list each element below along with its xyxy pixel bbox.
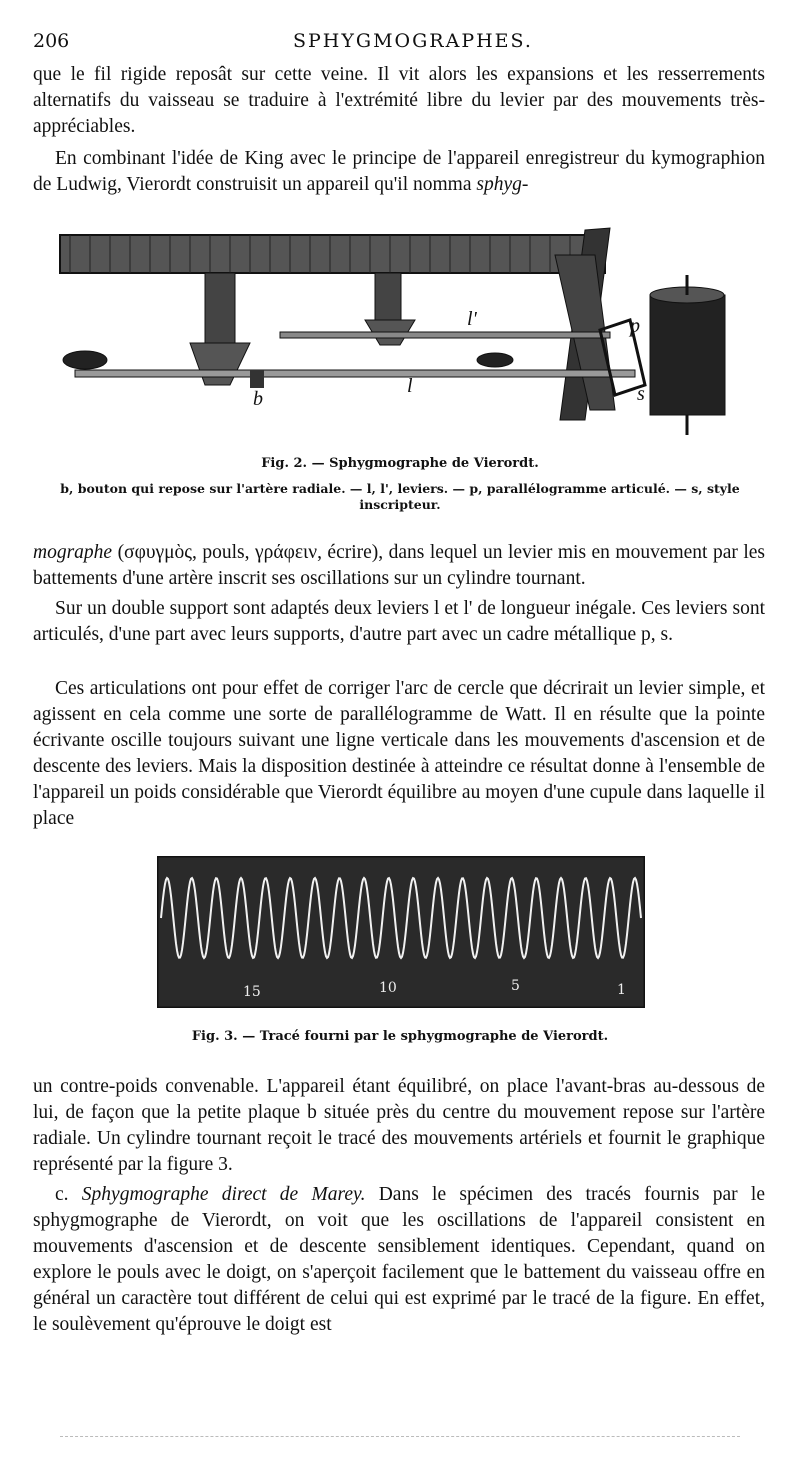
label-p: p <box>630 315 640 337</box>
lever-l-prime <box>280 332 610 338</box>
bottom-rule <box>60 1436 740 1438</box>
page-number: 206 <box>33 30 70 52</box>
paragraph-7-text: Dans le spécimen des tracés fournis par le sphygmographe de Vierordt, on voit que les oscillations de l'appareil consistent en mouvements d'ascension et de descente sensiblement identiques. Cependant, quand on explore le pouls avec le doigt, on s'aperçoit facilement que le battement du vaisseau offre en général un caractère tout différent de celui qui est exprimé par le tracé de la figure. En effet, le soulèvement qu'éprouve le doigt est <box>33 1184 766 1335</box>
label-l-prime: l' <box>467 308 477 330</box>
tick-label-1: 1 <box>617 982 626 998</box>
label-l: l <box>407 375 413 397</box>
figure-2-apparatus-illustration <box>55 220 735 440</box>
paragraph-7-italic: Sphygmographe direct de Marey. <box>81 1184 366 1205</box>
paragraph-1: que le fil rigide reposât sur cette veine. Il vit alors les expansions et les resserrements alternatifs du vaisseau se traduire à l'extrémité libre du levier par des mouvements très-appréciables. <box>33 64 765 137</box>
top-support-bar <box>60 235 605 273</box>
left-post <box>205 273 235 343</box>
running-title: SPHYGMOGRAPHES. <box>293 30 533 52</box>
paragraph-5: Ces articulations ont pour effet de corriger l'arc de cercle que décrirait un levier simple, et agissent en cela comme une sorte de parallélogramme de Watt. Il en résulte que la pointe écrivante oscille toujours suivant une ligne verticale dans les mouvements d'ascension et de descente des leviers. Mais la disposition destinée à atteindre ce résultat donne à l'ensemble de l'appareil un poids considérable que Vierordt équilibre au moyen d'une cupule dans laquelle il place <box>33 678 765 829</box>
paragraph-2-text: En combinant l'idée de King avec le principe de l'appareil enregistreur du kymographion de Ludwig, Vierordt construisit un appareil qu'il nomma <box>33 148 765 195</box>
label-s: s <box>637 383 645 405</box>
figure-2-legend: b, bouton qui repose sur l'artère radiale. — l, l', leviers. — p, parallélogramme articulé. — s, style inscripteur. <box>60 481 740 512</box>
paragraph-6: un contre-poids convenable. L'appareil étant équilibré, on place l'avant-bras au-dessous de lui, de façon que la petite plaque b située près du centre du mouvement repose sur l'artère radiale. Un cylindre tournant reçoit le tracé des mouvements artériels et fournit le graphique représenté par la figure 3. <box>33 1076 765 1175</box>
counterweight-cup <box>63 351 107 369</box>
tick-label-10: 10 <box>379 980 397 996</box>
paragraph-3-text: pouls, γράφειν, écrire), dans lequel un levier mis en mouvement par les battements d'une artère inscrit ses oscillations sur un cylindre tournant. <box>33 542 766 589</box>
figure-2-caption: Fig. 2. — Sphygmographe de Vierordt. <box>261 456 539 471</box>
paragraph-7-lead: c. <box>55 1184 69 1205</box>
paragraph-3-italic: mographe <box>33 542 113 563</box>
button-b <box>250 370 264 388</box>
paragraph-2 <box>33 146 765 198</box>
recording-cylinder <box>650 295 725 415</box>
paragraph-7 <box>33 1182 765 1338</box>
paragraph-3 <box>33 540 765 592</box>
tick-label-5: 5 <box>511 978 520 994</box>
paragraph-3-greek: (σφυγμὸς, <box>117 542 197 563</box>
paragraph-2-italic: sphyg- <box>476 174 529 195</box>
page-header <box>33 30 773 54</box>
cup-right <box>477 353 513 367</box>
figure-3-caption: Fig. 3. — Tracé fourni par le sphygmographe de Vierordt. <box>191 1029 609 1044</box>
tick-label-15: 15 <box>243 984 261 1000</box>
left-bracket <box>190 343 250 385</box>
trace-background <box>157 856 645 1008</box>
paragraph-4: Sur un double support sont adaptés deux leviers l et l' de longueur inégale. Ces leviers sont articulés, d'une part avec leurs supports, d'autre part avec un cadre métallique p, s. <box>33 598 765 645</box>
label-b: b <box>253 388 263 410</box>
lever-l <box>75 370 635 377</box>
figure-3-trace <box>157 856 645 1008</box>
